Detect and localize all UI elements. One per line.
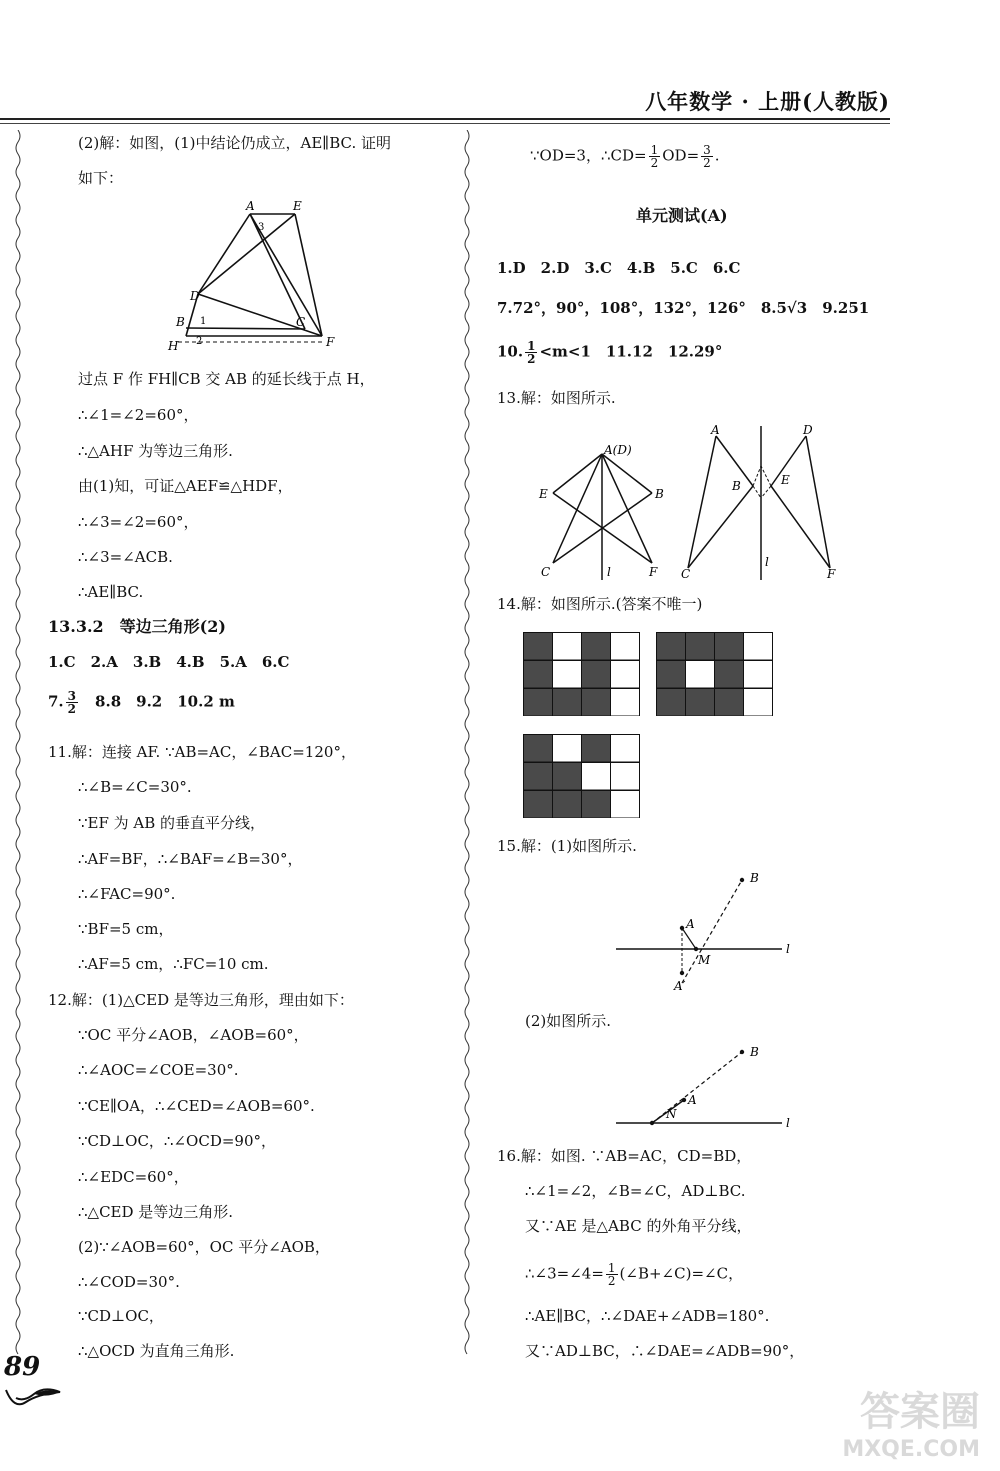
text-line: 又∵AD⊥BC，∴∠DAE=∠ADB=90°， (525, 1342, 805, 1360)
grid-cell-shaded (715, 689, 744, 717)
text-line: 12.解：(1)△CED 是等边三角形，理由如下： (48, 991, 354, 1009)
text-line: ∴∠1=∠2=60°， (78, 406, 199, 424)
page-number: 89 (4, 1352, 41, 1382)
label-l: l (765, 555, 769, 569)
text-line: ∴∠COD=30°. (78, 1273, 180, 1291)
grid-cell-empty (553, 661, 582, 689)
text-line: 16.解：如图. ∵AB=AC，CD=BD， (497, 1147, 752, 1165)
grid-cell-shaded (582, 633, 611, 661)
text-line: ∴AF=5 cm，∴FC=10 cm. (78, 955, 269, 973)
text-line: ∴△CED 是等边三角形. (78, 1203, 234, 1221)
answer-number: 10. (497, 342, 524, 361)
label-B: B (176, 315, 185, 329)
label-3: 3 (258, 222, 265, 233)
grid-cell-shaded (686, 689, 715, 717)
grid-cell-empty (611, 735, 640, 763)
fraction-den: 2 (527, 352, 536, 366)
label-A: A (711, 423, 720, 437)
label-F: F (827, 567, 836, 581)
label-F: F (649, 565, 658, 579)
text-line: 由(1)知，可证△AEF≌△HDF， (78, 477, 293, 495)
fraction (525, 340, 537, 365)
text-line: ∴AE∥BC，∴∠DAE+∠ADB=180°. (525, 1307, 770, 1325)
grid-cell-empty (744, 633, 773, 661)
fraction (66, 690, 78, 715)
grid-cell-shaded (582, 689, 611, 717)
text-line: ∴∠FAC=90°. (78, 885, 176, 903)
text-span: ∵OD=3，∴CD= (530, 146, 647, 165)
text-line: 13.解：如图所示. (497, 389, 616, 407)
text-line: ∵CD⊥OC， (78, 1307, 164, 1325)
figure-quadrilateral (160, 196, 340, 354)
grid-pattern-2 (656, 632, 773, 716)
grid-pattern-1 (523, 632, 640, 716)
label-B: B (732, 479, 741, 493)
fraction (606, 1262, 618, 1287)
watermark-logo: 答案圈 (860, 1389, 980, 1435)
answer-rest: <m<1 11.12 12.29° (539, 342, 723, 361)
label-N: N (666, 1107, 677, 1121)
label-E: E (781, 473, 790, 487)
grid-pattern-3 (523, 734, 640, 818)
answer-line: 1.D 2.D 3.C 4.B 5.C 6.C (497, 259, 741, 277)
grid-cell-shaded (524, 633, 553, 661)
grid-cell-empty (611, 791, 640, 819)
fraction-den: 2 (703, 156, 711, 170)
grid-cell-shaded (582, 735, 611, 763)
leaf-ornament-icon (4, 1384, 64, 1414)
text-line: (2)如图所示. (525, 1012, 612, 1030)
grid-cell-shaded (582, 791, 611, 819)
watermark-url: MXQE.COM (842, 1437, 980, 1462)
label-C: C (296, 315, 306, 329)
label-A: A (688, 1093, 697, 1107)
text-line: ∴AF=BF，∴∠BAF=∠B=30°， (78, 850, 303, 868)
grid-cell-shaded (686, 633, 715, 661)
fraction-den: 2 (607, 1274, 616, 1288)
fraction-num: 3 (67, 689, 77, 703)
label-D: D (803, 423, 813, 437)
fraction-num: 3 (703, 143, 711, 157)
fraction-num: 1 (527, 339, 536, 353)
header-rule (0, 118, 890, 120)
grid-cell-empty (553, 633, 582, 661)
grid-cell-shaded (553, 791, 582, 819)
section-title: 13.3.2 等边三角形(2) (48, 617, 226, 636)
label-A-prime: A′ (674, 979, 686, 993)
figure-13-symmetry (525, 418, 855, 586)
label-AD: A(D) (604, 443, 632, 457)
grid-cell-shaded (582, 661, 611, 689)
grid-cell-empty (744, 689, 773, 717)
fraction-den: 2 (650, 156, 659, 170)
text-line: ∵OC 平分∠AOB，∠AOB=60°， (78, 1026, 309, 1044)
center-wavy-divider (463, 130, 471, 1360)
text-line: ∴∠B=∠C=30°. (78, 778, 192, 796)
grid-cell-empty (686, 661, 715, 689)
label-2: 2 (196, 336, 203, 347)
label-B: B (750, 1045, 759, 1059)
label-l: l (786, 1116, 790, 1130)
label-E: E (293, 199, 302, 213)
grid-cell-shaded (657, 661, 686, 689)
label-A: A (686, 917, 695, 931)
answer-line: 7.72°，90°，108°，132°，126° 8.5√3 9.251 (497, 299, 870, 317)
grid-cell-empty (611, 689, 640, 717)
text-line: ∴∠1=∠2，∠B=∠C，AD⊥BC. (525, 1182, 746, 1200)
label-D: D (190, 289, 200, 303)
label-C: C (541, 565, 551, 579)
text-line: ∵CE∥OA，∴∠CED=∠AOB=60°. (78, 1097, 315, 1115)
text-line: ∵EF 为 AB 的垂直平分线， (78, 814, 266, 832)
label-C: C (681, 567, 691, 581)
text-line: ∴△OCD 为直角三角形. (78, 1342, 235, 1360)
text-line: 如下： (78, 169, 124, 187)
text-line: (2)∵∠AOB=60°，OC 平分∠AOB， (78, 1238, 330, 1256)
grid-cell-shaded (553, 763, 582, 791)
label-A: A (246, 199, 255, 213)
text-line: ∴AE∥BC. (78, 583, 144, 601)
grid-cell-shaded (524, 661, 553, 689)
label-l: l (607, 565, 611, 579)
answer-number: 7. (48, 692, 64, 711)
label-l: l (786, 942, 790, 956)
answer-line (48, 690, 235, 715)
text-line: 15.解：(1)如图所示. (497, 837, 637, 855)
grid-cell-shaded (524, 735, 553, 763)
grid-cell-empty (553, 735, 582, 763)
text-span: . (714, 146, 720, 165)
grid-cell-shaded (524, 689, 553, 717)
text-line: ∵BF=5 cm， (78, 920, 174, 938)
label-B: B (750, 871, 759, 885)
grid-cell-shaded (553, 689, 582, 717)
text-line: ∵CD⊥OC，∴∠OCD=90°， (78, 1132, 276, 1150)
grid-cell-empty (611, 763, 640, 791)
fraction (701, 144, 713, 169)
header-rule-thin (0, 123, 890, 124)
label-F: F (326, 335, 335, 349)
text-line: 又∵AE 是△ABC 的外角平分线， (525, 1217, 752, 1235)
text-line (525, 1262, 743, 1287)
label-E: E (539, 487, 548, 501)
text-line: ∴∠3=∠2=60°， (78, 513, 199, 531)
text-span: (∠B+∠C)=∠C， (619, 1264, 744, 1283)
fraction-den: 2 (67, 702, 77, 716)
label-B: B (655, 487, 664, 501)
fraction (649, 144, 661, 169)
label-H: H (168, 339, 179, 353)
watermark (842, 1380, 980, 1462)
answer-line: 1.C 2.A 3.B 4.B 5.A 6.C (48, 653, 290, 671)
grid-cell-shaded (657, 689, 686, 717)
fraction-num: 1 (650, 143, 659, 157)
text-line: ∴∠EDC=60°， (78, 1168, 189, 1186)
grid-cell-shaded (524, 763, 553, 791)
left-wavy-border (14, 130, 22, 1360)
grid-cell-shaded (715, 633, 744, 661)
answer-rest: 8.8 9.2 10.2 m (80, 692, 235, 711)
grid-cell-empty (611, 661, 640, 689)
text-line: ∴∠AOC=∠COE=30°. (78, 1061, 239, 1079)
text-line: 14.解：如图所示.(答案不唯一) (497, 595, 703, 613)
grid-cell-empty (744, 661, 773, 689)
fraction-num: 1 (607, 1261, 616, 1275)
figure-15-1 (610, 866, 810, 1001)
text-line: ∴△AHF 为等边三角形. (78, 442, 233, 460)
grid-cell-shaded (524, 791, 553, 819)
text-line: 过点 F 作 FH∥CB 交 AB 的延长线于点 H， (78, 370, 375, 388)
section-title: 单元测试(A) (636, 206, 728, 225)
figure-15-2 (610, 1040, 810, 1135)
text-span: ∴∠3=∠4= (525, 1264, 604, 1283)
label-1: 1 (200, 316, 207, 327)
text-line: 11.解：连接 AF. ∵AB=AC，∠BAC=120°， (48, 743, 356, 761)
label-M: M (698, 953, 711, 967)
answer-line (497, 340, 722, 365)
grid-cell-shaded (657, 633, 686, 661)
text-span: OD= (662, 146, 700, 165)
text-line (530, 144, 720, 169)
grid-cell-shaded (715, 661, 744, 689)
header-title: 八年数学 · 上册(人教版) (645, 89, 890, 114)
grid-cell-empty (582, 763, 611, 791)
grid-cell-empty (611, 633, 640, 661)
text-line: ∴∠3=∠ACB. (78, 548, 173, 566)
text-line: (2)解：如图，(1)中结论仍成立，AE∥BC. 证明 (78, 134, 391, 152)
